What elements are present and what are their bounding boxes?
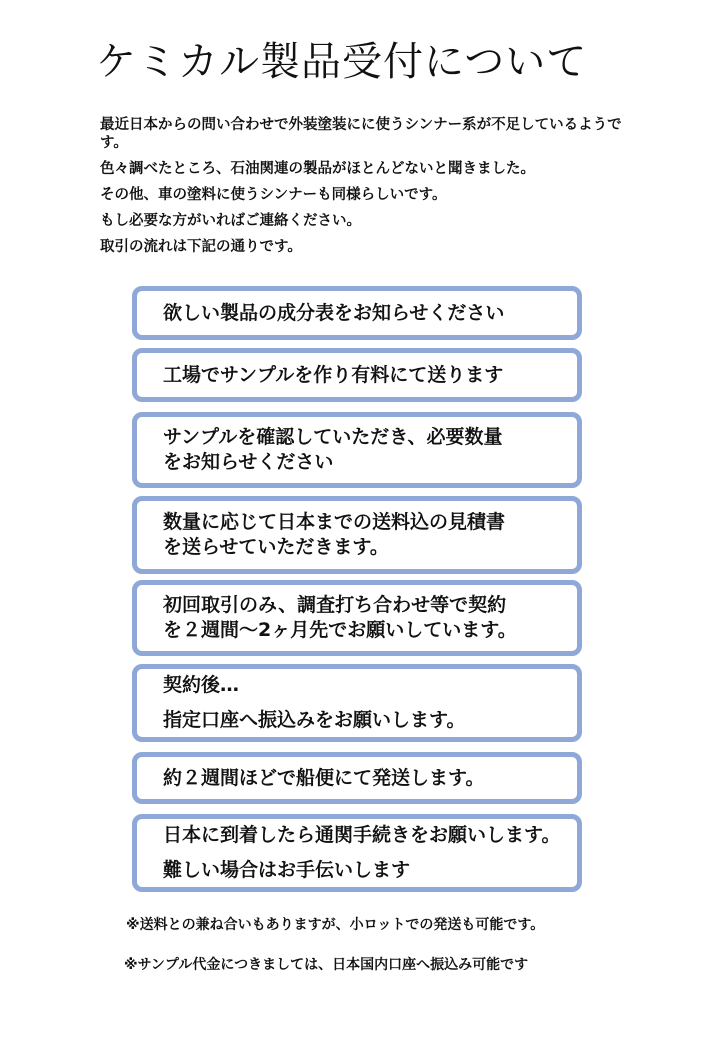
step-text: サンプルを確認していただき、必要数量 [163,426,503,448]
intro-paragraph: その他、車の塗料に使うシンナーも同様らしいです。 [100,187,447,203]
step-text: をお知らせください [163,451,334,473]
intro-paragraph: 最近日本からの問い合わせで外装塗装にに使うシンナー系が不足しているようです。 [100,117,622,151]
step-text: 初回取引のみ、調査打ち合わせ等で契約 [163,594,507,616]
step-text: 難しい場合はお手伝いします [163,859,411,881]
step-box-quote [132,496,582,574]
step-box-quantity [132,412,582,488]
page-title: ケミカル製品受付について [96,39,588,85]
step-text: 契約後… [163,674,240,696]
intro-paragraph: もし必要な方がいればご連絡ください。 [100,213,361,229]
note-sample-payment: ※サンプル代金につきましては、日本国内口座へ振込み可能です [124,957,529,973]
step-box-product-spec [132,286,582,340]
step-box-sample [132,348,582,402]
step-text: 欲しい製品の成分表をお知らせください [163,301,505,324]
intro-paragraph: 取引の流れは下記の通りです。 [100,239,302,255]
step-text: 工場でサンプルを作り有料にて送ります [163,363,504,386]
step-box-contract [132,580,582,656]
step-text: 指定口座へ振込みをお願いします。 [163,709,466,731]
step-text: 数量に応じて日本までの送料込の見積書 [163,511,506,533]
note-small-lot: ※送料との兼ね合いもありますが、小ロットでの発送も可能です。 [126,917,545,933]
intro-paragraph: 色々調べたところ、石油関連の製品がほとんどないと聞きました。 [100,161,535,177]
step-text: を送らせていただきます。 [163,536,389,558]
step-text: を２週間～2ヶ月先でお願いしています。 [163,619,517,641]
step-text: 日本に到着したら通関手続きをお願いします。 [163,824,561,846]
step-box-shipping [132,752,582,804]
step-box-customs [132,814,582,892]
intro-text [100,116,645,264]
step-text: 約２週間ほどで船便にて発送します。 [163,766,485,789]
step-box-payment [132,664,582,742]
